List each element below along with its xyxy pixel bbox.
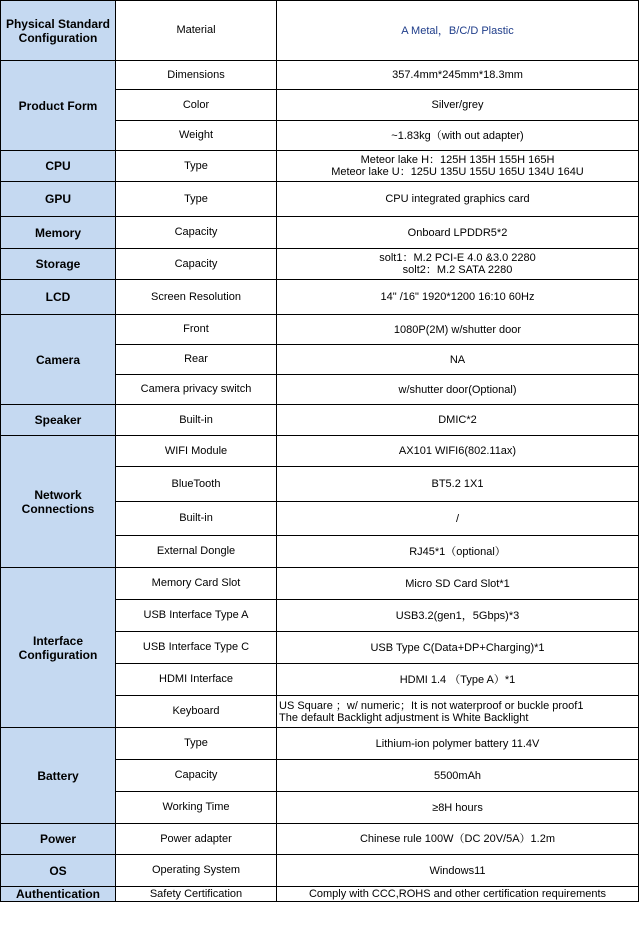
spec-table-body <box>1 1 639 902</box>
table-row <box>1 61 639 90</box>
category-cell <box>1 1 116 61</box>
value-line: Silver/grey <box>431 99 484 111</box>
value-cell <box>277 728 639 760</box>
item-cell: Capacity <box>116 217 277 249</box>
item-cell: Capacity <box>116 249 277 280</box>
item-cell: Front <box>116 315 277 345</box>
table-row <box>1 1 639 61</box>
item-cell: BlueTooth <box>116 467 277 502</box>
item-cell: Power adapter <box>116 824 277 855</box>
value-cell <box>277 121 639 151</box>
value-cell <box>277 436 639 467</box>
value-cell <box>277 664 639 696</box>
value-line: Lithium-ion polymer battery 11.4V <box>375 737 540 750</box>
value-cell <box>277 696 639 728</box>
value-line: Meteor lake H：125H 135H 155H 165H <box>360 154 555 166</box>
item-cell: Operating System <box>116 855 277 887</box>
item-cell: External Dongle <box>116 536 277 568</box>
value-cell <box>277 345 639 375</box>
item-cell: Working Time <box>116 792 277 824</box>
item-cell: Type <box>116 182 277 217</box>
value-line: HDMI 1.4 （Type A）*1 <box>399 673 516 686</box>
category-label: Connections <box>21 501 95 516</box>
value-cell <box>277 405 639 436</box>
category-cell <box>1 405 116 436</box>
value-cell <box>277 375 639 405</box>
value-cell <box>277 217 639 249</box>
value-line: solt1：M.2 PCI-E 4.0 &3.0 2280 <box>379 252 536 264</box>
value-cell <box>277 61 639 90</box>
category-cell <box>1 151 116 182</box>
table-row <box>1 855 639 887</box>
category-label: CPU <box>45 159 71 173</box>
value-cell <box>277 280 639 315</box>
category-label: OS <box>49 863 67 878</box>
table-row <box>1 887 639 902</box>
item-cell: WIFI Module <box>116 436 277 467</box>
table-row <box>1 405 639 436</box>
value-cell <box>277 249 639 280</box>
category-cell <box>1 217 116 249</box>
table-row <box>1 728 639 760</box>
value-line: Meteor lake U：125U 135U 155U 165U 134U 164U <box>331 166 584 178</box>
table-row <box>1 182 639 217</box>
category-label: LCD <box>45 290 71 304</box>
category-cell <box>1 824 116 855</box>
category-cell <box>1 568 116 728</box>
value-line: ≥8H hours <box>432 801 483 814</box>
category-label: Product Form <box>18 98 98 113</box>
table-row <box>1 217 639 249</box>
item-cell: Built-in <box>116 502 277 536</box>
value-line: 357.4mm*245mm*18.3mm <box>392 69 523 81</box>
category-label: Speaker <box>34 413 82 427</box>
value-cell <box>277 315 639 345</box>
value-line: NA <box>449 353 466 366</box>
value-cell <box>277 792 639 824</box>
category-label: Configuration <box>18 30 98 45</box>
item-cell: Type <box>116 151 277 182</box>
item-cell: HDMI Interface <box>116 664 277 696</box>
value-line: A Metal，B/C/D Plastic <box>401 24 514 37</box>
item-cell: Screen Resolution <box>116 280 277 315</box>
category-cell <box>1 436 116 568</box>
value-line: The default Backlight adjustment is White Backlight <box>279 711 529 724</box>
value-cell <box>277 887 639 902</box>
category-label: Power <box>39 832 76 846</box>
category-label: Battery <box>37 768 79 783</box>
value-cell <box>277 760 639 792</box>
value-cell <box>277 90 639 121</box>
value-cell <box>277 536 639 568</box>
value-line: solt2：M.2 SATA 2280 <box>402 264 513 276</box>
value-line: Micro SD Card Slot*1 <box>405 577 510 590</box>
category-label: Camera <box>35 352 81 367</box>
category-label: Configuration <box>18 647 98 662</box>
value-line: ~1.83kg（with out adapter) <box>391 129 524 142</box>
value-line: US Square ；w/ numeric；It is not waterproof or buckle proof1 <box>279 699 584 712</box>
item-cell: Capacity <box>116 760 277 792</box>
item-cell: USB Interface Type A <box>116 600 277 632</box>
item-cell: Material <box>116 1 277 61</box>
value-line: w/shutter door(Optional) <box>398 383 517 396</box>
value-cell <box>277 600 639 632</box>
item-cell: Type <box>116 728 277 760</box>
value-line: BT5.2 1X1 <box>431 478 484 490</box>
value-line: USB Type C(Data+DP+Charging)*1 <box>370 641 545 654</box>
category-label: Storage <box>35 257 81 271</box>
category-label: Memory <box>34 225 81 240</box>
value-cell <box>277 855 639 887</box>
item-cell: Memory Card Slot <box>116 568 277 600</box>
value-line: Comply with CCC,ROHS and other certification requirements <box>308 888 607 900</box>
value-cell <box>277 151 639 182</box>
value-line: 5500mAh <box>433 769 482 782</box>
value-line: 14" /16" 1920*1200 16:10 60Hz <box>380 291 535 303</box>
value-line: USB3.2(gen1，5Gbps)*3 <box>395 609 520 622</box>
table-row <box>1 151 639 182</box>
value-cell <box>277 467 639 502</box>
item-cell: Dimensions <box>116 61 277 90</box>
value-line: DMIC*2 <box>438 414 477 426</box>
value-cell <box>277 632 639 664</box>
value-cell <box>277 1 639 61</box>
value-line: Onboard LPDDR5*2 <box>407 226 508 239</box>
item-cell: Keyboard <box>116 696 277 728</box>
value-cell <box>277 824 639 855</box>
category-label: Physical Standard <box>5 16 111 31</box>
item-cell: Rear <box>116 345 277 375</box>
category-cell <box>1 61 116 151</box>
item-cell: Safety Certification <box>116 887 277 902</box>
category-cell <box>1 315 116 405</box>
category-cell <box>1 280 116 315</box>
category-cell <box>1 887 116 902</box>
value-line: RJ45*1（optional） <box>409 545 506 558</box>
value-line: / <box>455 512 460 525</box>
category-label: Network <box>34 487 82 502</box>
value-line: AX101 WIFI6(802.11ax) <box>398 445 517 457</box>
category-label: Interface <box>32 633 84 648</box>
category-cell <box>1 249 116 280</box>
table-row <box>1 249 639 280</box>
value-cell <box>277 568 639 600</box>
value-cell <box>277 502 639 536</box>
value-line: Windows11 <box>429 864 486 877</box>
table-row <box>1 824 639 855</box>
item-cell: Camera privacy switch <box>116 375 277 405</box>
item-cell: Weight <box>116 121 277 151</box>
category-cell <box>1 728 116 824</box>
category-cell <box>1 182 116 217</box>
item-cell: Color <box>116 90 277 121</box>
category-cell <box>1 855 116 887</box>
value-line: CPU integrated graphics card <box>385 193 530 205</box>
category-label: Authentication <box>16 887 100 901</box>
table-row <box>1 568 639 600</box>
table-row <box>1 436 639 467</box>
value-line: Chinese rule 100W（DC 20V/5A）1.2m <box>359 833 556 845</box>
category-label: GPU <box>44 192 71 206</box>
table-row <box>1 280 639 315</box>
table-row <box>1 315 639 345</box>
item-cell: Built-in <box>116 405 277 436</box>
value-cell <box>277 182 639 217</box>
item-cell: USB Interface Type C <box>116 632 277 664</box>
value-line: 1080P(2M) w/shutter door <box>393 323 522 336</box>
